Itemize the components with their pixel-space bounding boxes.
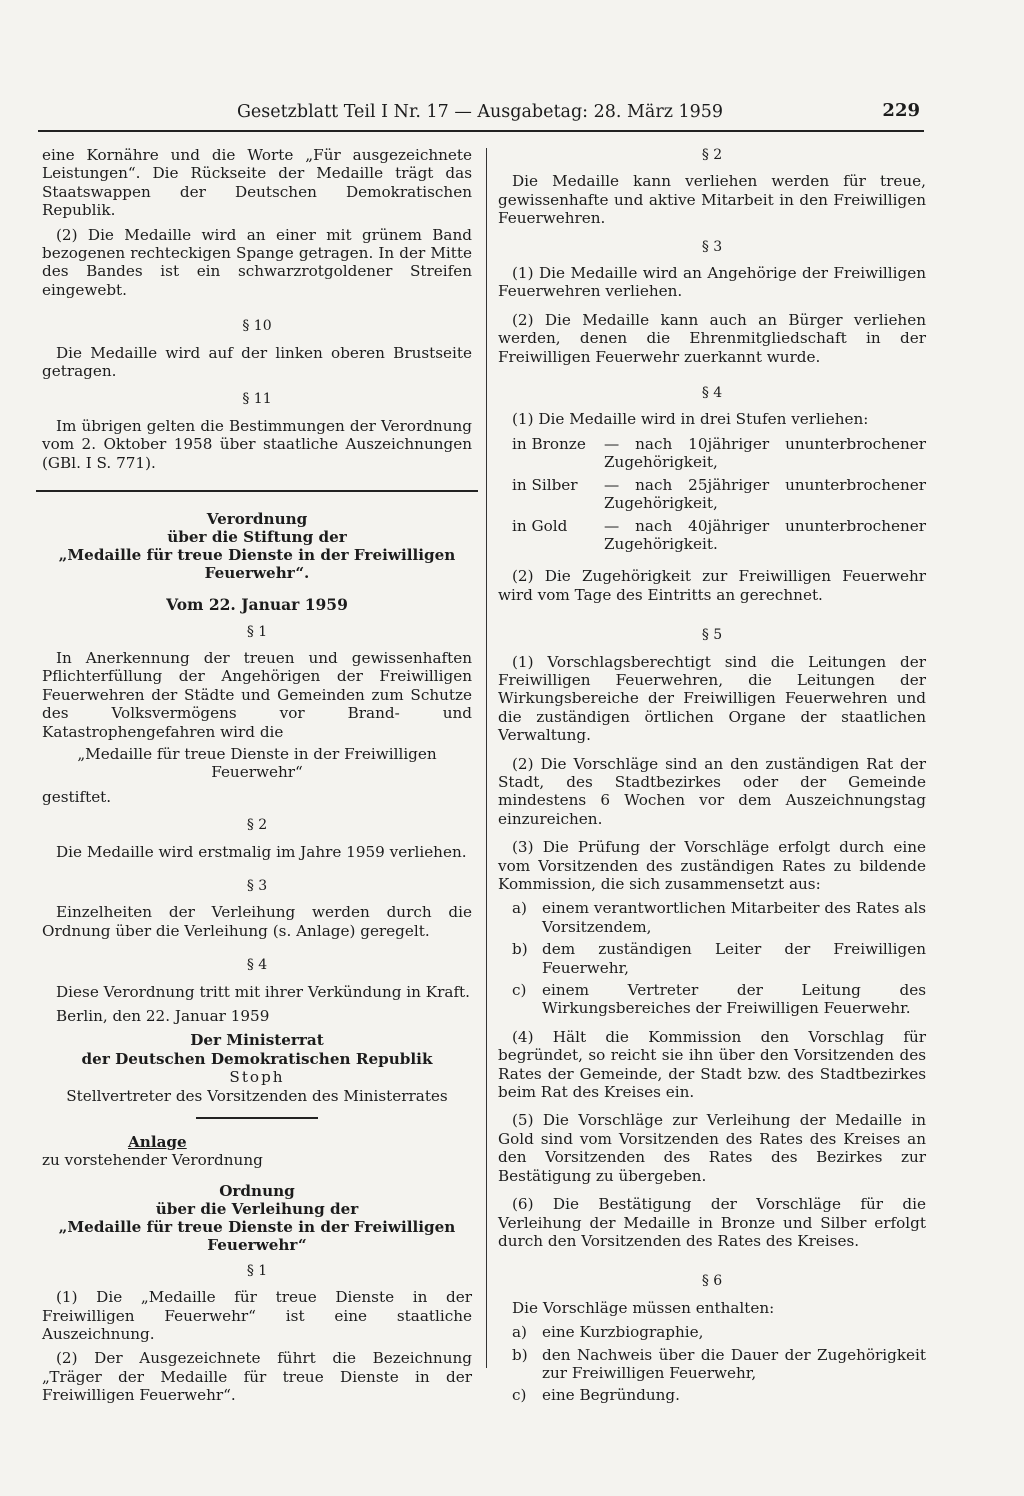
signatory-name: Stoph [229, 1068, 285, 1087]
paragraph: Im übrigen gelten die Bestimmungen der Verordnung vom 2. Oktober 1958 über staatliche Auszeichnungen (GBl. I S. 771). [42, 416, 472, 472]
list-item [498, 1346, 926, 1383]
title-line: Verordnung [206, 510, 308, 529]
order-title [42, 1182, 472, 1254]
section-heading: § 1 [246, 623, 268, 640]
page-number: 229 [882, 100, 920, 121]
list-item [498, 899, 926, 936]
title-line: über die Verleihung der [155, 1199, 359, 1218]
column-divider [486, 148, 487, 1368]
header-rule [38, 130, 924, 132]
list-label: c) [512, 981, 527, 1000]
list-item [498, 981, 926, 1018]
paragraph: (2) Die Vorschläge sind an den zuständigen Rat der Stadt, des Stadtbezirkes oder der Gemeinde mindestens 6 Wochen vor dem Auszeichnungstag einzureichen. [498, 754, 926, 828]
signatory-line: der Deutschen Demokratischen Republik [81, 1049, 433, 1068]
list-text: einem Vertreter der Leitung des Wirkungsbereiches der Freiwilligen Feuerwehr. [542, 981, 926, 1018]
list-text: den Nachweis über die Dauer der Zugehörigkeit zur Freiwilligen Feuerwehr, [542, 1345, 926, 1382]
section-heading: § 11 [242, 391, 272, 408]
title-line: „Medaille für treue Dienste in der Freiwilligen [58, 546, 456, 565]
section-divider [36, 490, 478, 492]
section-heading: § 10 [242, 318, 272, 335]
paragraph: Einzelheiten der Verleihung werden durch die Ordnung über die Verleihung (s. Anlage) geregelt. [42, 903, 472, 940]
paragraph: gestiftet. [42, 787, 112, 806]
stufe-text: — nach 40jähriger ununterbrochener Zugehörigkeit. [604, 516, 926, 553]
right-column [498, 146, 926, 1409]
decree-date: Vom 22. Januar 1959 [166, 595, 348, 615]
paragraph: (3) Die Prüfung der Vorschläge erfolgt durch eine vom Vorsitzenden des zuständigen Rates zu bildende Kommission, die sich zusammensetzt aus: [498, 838, 926, 893]
stufe-text: — nach 25jähriger ununterbrochener Zugehörigkeit, [604, 475, 926, 513]
stufe-level: in Bronze [512, 434, 586, 453]
stufe-level: in Silber [512, 475, 578, 494]
stufe-level: in Gold [512, 516, 568, 535]
paragraph: In Anerkennung der treuen und gewissenhaften Pflichterfüllung der Angehörigen der Freiwilligen Feuerwehren der Städte und Gemeinden zum Schutze des Volksvermögens vor Brand- und Katastrophengefahren wird die [42, 648, 472, 741]
list-item [498, 435, 926, 472]
paragraph: eine Kornähre und die Worte „Für ausgezeichnete Leistungen“. Die Rückseite der Medaille trägt das Staatswappen der Deutschen Demokratischen Republik. [42, 146, 472, 220]
list-text: dem zuständigen Leiter der Freiwilligen Feuerwehr, [542, 940, 926, 977]
paragraph: (6) Die Bestätigung der Vorschläge für die Verleihung der Medaille in Bronze und Silber erfolgt durch den Vorsitzenden des Rates des Kreises. [498, 1195, 926, 1250]
section-heading: § 2 [701, 147, 723, 163]
annex-heading: Anlage [128, 1133, 187, 1152]
title-line: Ordnung [219, 1181, 295, 1200]
paragraph: (2) Die Medaille kann auch an Bürger verliehen werden, denen die Ehrenmitgliedschaft in der Freiwilligen Feuerwehr zuerkannt wurde. [498, 310, 926, 366]
quote-line: „Medaille für treue Dienste in der Freiwilligen [77, 744, 437, 763]
list-label: c) [512, 1386, 527, 1405]
paragraph: Die Medaille wird erstmalig im Jahre 1959 verliehen. [56, 842, 467, 861]
paragraph: Die Vorschläge müssen enthalten: [512, 1298, 775, 1317]
paragraph: (2) Die Zugehörigkeit zur Freiwilligen Feuerwehr wird vom Tage des Eintritts an gerechnet. [498, 567, 926, 604]
section-heading: § 2 [246, 817, 268, 834]
left-column [42, 146, 472, 1411]
list-item [498, 1386, 926, 1404]
page-header: Gesetzblatt Teil I Nr. 17 — Ausgabetag: 28. März 1959 [236, 102, 724, 122]
section-heading: § 3 [246, 877, 268, 894]
signatory-line: Der Ministerrat [190, 1031, 324, 1050]
paragraph: (5) Die Vorschläge zur Verleihung der Medaille in Gold sind vom Vorsitzenden des Rates des Kreises an den Vorsitzenden des Rates des Bezirkes zur Bestätigung zu übergeben. [498, 1111, 926, 1185]
paragraph: (1) Die Medaille wird an Angehörige der Freiwilligen Feuerwehren verliehen. [498, 264, 926, 301]
list-label: a) [512, 899, 527, 918]
section-heading: § 3 [701, 238, 723, 255]
quote-line: Feuerwehr“ [211, 763, 303, 782]
section-heading: § 1 [246, 1262, 268, 1279]
section-heading: § 4 [701, 385, 723, 402]
title-line: Feuerwehr“ [207, 1235, 307, 1254]
list-label: b) [512, 1345, 528, 1364]
list-text: eine Kurzbiographie, [542, 1323, 704, 1342]
paragraph: (2) Die Medaille wird an einer mit grünem Band bezogenen rechteckigen Spange getragen. In der Mitte des Bandes ist ein schwarzrotgoldener Streifen eingewebt. [42, 225, 472, 299]
section-heading: § 5 [701, 627, 723, 644]
list-text: einem verantwortlichen Mitarbeiter des Rates als Vorsitzendem, [542, 899, 926, 936]
section-divider [196, 1117, 318, 1119]
stufe-text: — nach 10jähriger ununterbrochener Zugehörigkeit, [604, 434, 926, 472]
paragraph: (4) Hält die Kommission den Vorschlag für begründet, so reicht sie ihn über den Vorsitzenden des Rates der Gemeinde, der Stadt bzw. des Stadtbezirkes beim Rat des Kreises ein. [498, 1027, 926, 1102]
paragraph: Die Medaille wird auf der linken oberen Brustseite getragen. [42, 343, 472, 381]
section-heading: § 4 [246, 957, 268, 974]
list-item [498, 517, 926, 554]
annex-subtitle: zu vorstehender Verordnung [42, 1151, 263, 1170]
signatory-role: Stellvertreter des Vorsitzenden des Ministerrates [66, 1086, 448, 1105]
medal-name [42, 745, 472, 782]
paragraph: (1) Die „Medaille für treue Dienste in der Freiwilligen Feuerwehr“ ist eine staatliche Auszeichnung. [42, 1288, 472, 1344]
section-heading: § 6 [701, 1273, 723, 1290]
place-date: Berlin, den 22. Januar 1959 [56, 1007, 270, 1025]
title-line: über die Stiftung der [167, 528, 347, 547]
paragraph: (2) Der Ausgezeichnete führt die Bezeichnung „Träger der Medaille für treue Dienste in der Freiwilligen Feuerwehr“. [42, 1349, 472, 1405]
list-item [498, 940, 926, 977]
list-item [498, 1323, 926, 1341]
paragraph: (1) Die Medaille wird in drei Stufen verliehen: [512, 410, 869, 429]
title-line: „Medaille für treue Dienste in der Freiwilligen [58, 1217, 456, 1236]
paragraph: Diese Verordnung tritt mit ihrer Verkündung in Kraft. [56, 982, 470, 1001]
list-text: eine Begründung. [542, 1386, 680, 1405]
paragraph: Die Medaille kann verliehen werden für treue, gewissenhafte und aktive Mitarbeit in den Freiwilligen Feuerwehren. [498, 172, 926, 228]
title-line: Feuerwehr“. [204, 564, 310, 583]
list-label: b) [512, 940, 528, 959]
list-label: a) [512, 1323, 527, 1342]
decree-title [42, 510, 472, 582]
list-item [498, 476, 926, 513]
signatory-body [42, 1031, 472, 1068]
paragraph: (1) Vorschlagsberechtigt sind die Leitungen der Freiwilligen Feuerwehren, die Leitungen der Wirkungsbereiche der Freiwilligen Feuerwehren und die zuständigen örtlichen Organe der staatlichen Verwaltung. [498, 652, 926, 745]
